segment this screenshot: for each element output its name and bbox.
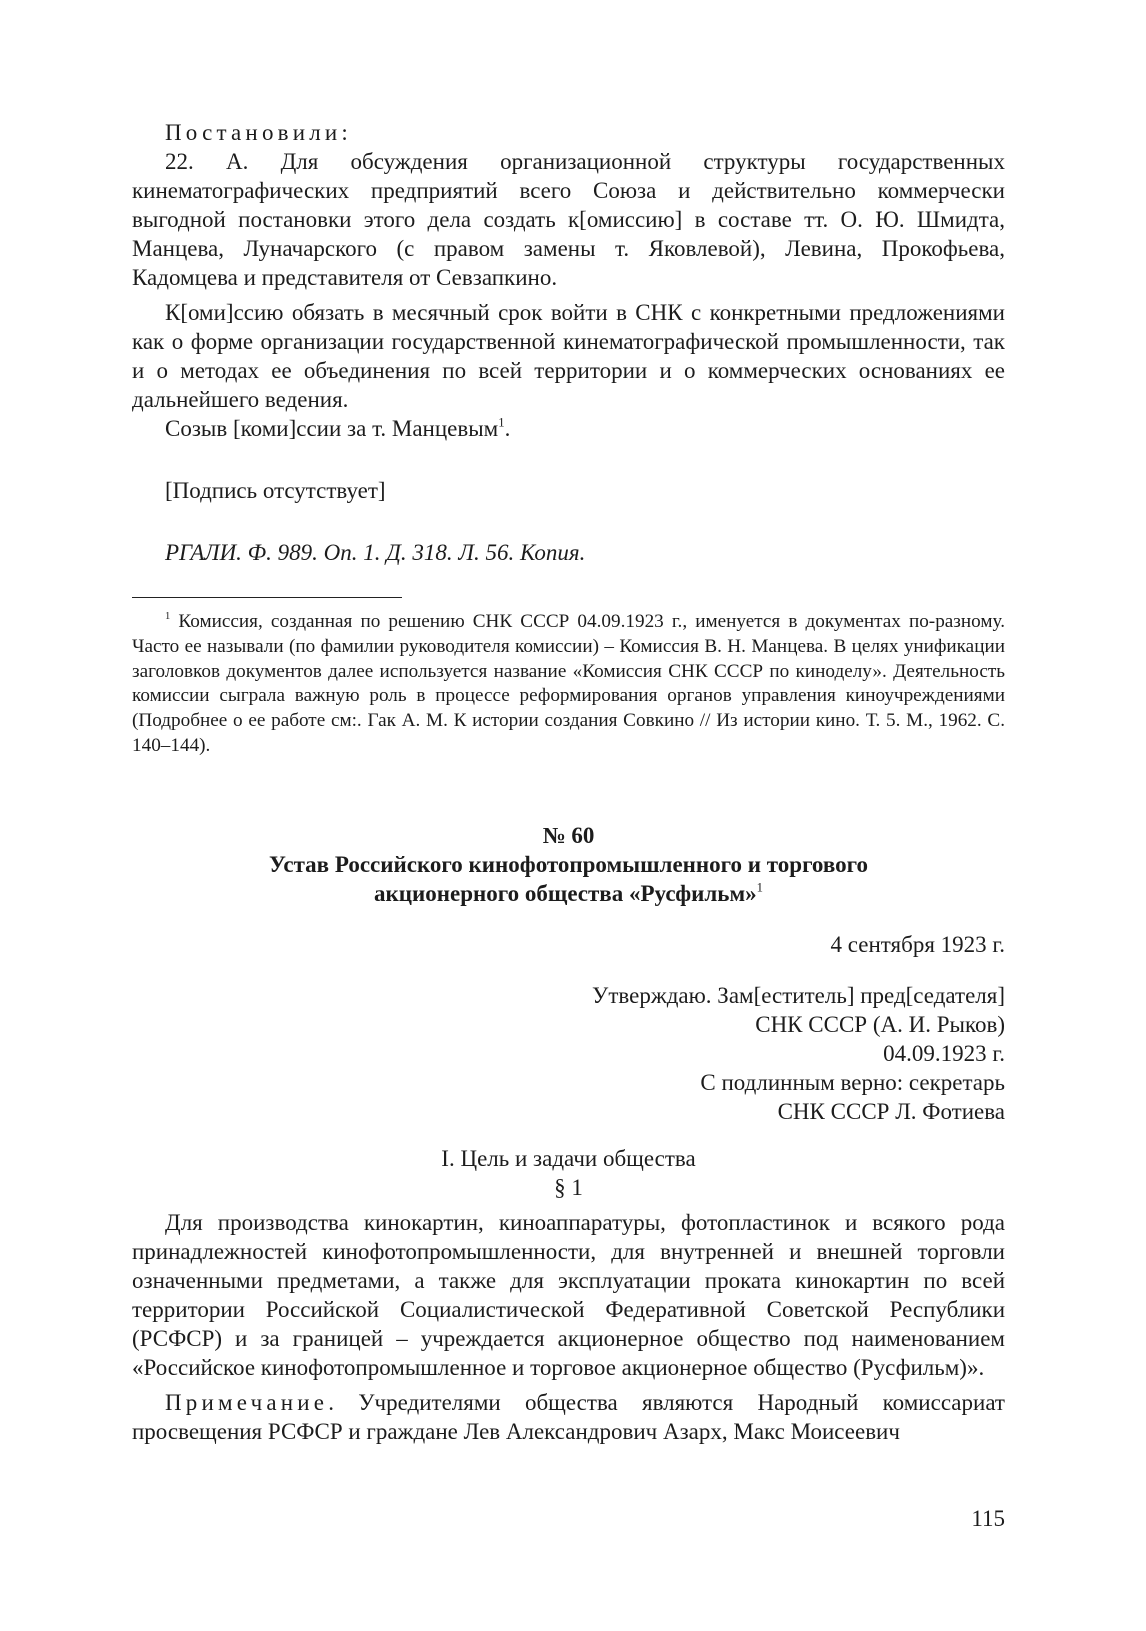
- archive-reference: РГАЛИ. Ф. 989. Оп. 1. Д. 318. Л. 56. Копия.: [165, 540, 586, 565]
- approval-line: СНК СССР (А. И. Рыков): [755, 1011, 1005, 1037]
- approval-line: Утверждаю. Зам[еститель] пред[седателя]: [592, 982, 1005, 1008]
- document-title-text: акционерного общества «Русфильм»: [374, 880, 757, 906]
- note-label: Примечание: [165, 1389, 329, 1415]
- footnote-ref: 1: [498, 415, 505, 430]
- resolution-item-22: 22. А. Для обсуждения организационной структуры государственных кинематографических предприятий всего Союза и действительно коммерчески выгодной постановки этого дела создать к[омиссию] в составе тт. О. Ю. Шмидта, Манцева, Луначарского (с правом замены т. Яковлевой), Левина, Прокофьева, Кадомцева и представителя от Севзапкино.: [132, 149, 1005, 290]
- resolution-obligation: К[оми]ссию обязать в месячный срок войти в СНК с конкретными предложениями как о форме организации государственной кинематографической промышленности, так и о методах ее объединения по всей территории и о коммерческих основаниях ее дальнейшего ведения.: [132, 300, 1005, 412]
- document-title-line2: [132, 879, 1005, 908]
- note-text: . Учредителями общества являются Народный комиссариат просвещения РСФСР и граждане Лев Александрович Азарх, Макс Моисеевич: [132, 1389, 1005, 1444]
- page-content: [132, 118, 1005, 1446]
- document-title-line1: Устав Российского кинофотопромышленного и торгового: [269, 851, 868, 877]
- signature-note: [Подпись отсутствует]: [165, 478, 386, 503]
- approval-line: СНК СССР Л. Фотиева: [777, 1098, 1005, 1124]
- convocation-text: Созыв [коми]ссии за т. Манцевым: [165, 416, 499, 441]
- section-title: I. Цель и задачи общества: [441, 1145, 696, 1171]
- paragraph-1: Для производства кинокартин, киноаппаратуры, фотопластинок и всякого рода принадлежностей кинофотопромышленности, для внутренней и внешней торговли означенными предметами, а также для эксплуатации проката кинокартин по всей территории Российской Социалистической Федеративной Советской Республики (РСФСР) и за границей – учреждается акционерное общество под наименованием «Российское кинофотопромышленное и торговое акционерное общество (Русфильм)».: [132, 1209, 1005, 1380]
- paragraph-mark: § 1: [554, 1174, 583, 1200]
- title-footnote-ref: 1: [756, 880, 763, 895]
- resolution-convocation: [132, 414, 1005, 443]
- footnote: [132, 610, 1005, 759]
- convocation-end: .: [504, 416, 511, 441]
- footnote-marker: 1: [165, 611, 171, 623]
- page-number: 115: [971, 1506, 1005, 1531]
- document-date: 4 сентября 1923 г.: [830, 931, 1005, 957]
- approval-line: С подлинным верно: секретарь: [700, 1069, 1005, 1095]
- approval-block: [132, 981, 1005, 1126]
- document-number: № 60: [542, 822, 595, 848]
- resolution-heading: Постановили:: [165, 120, 352, 145]
- footnote-divider: [132, 597, 402, 598]
- footnote-text: Комиссия, созданная по решению СНК СССР 04.09.1923 г., именуется в документах по-разному. Часто ее называли (по фамилии руководителя комиссии) – Комиссия В. Н. Манцева. В целях унификации заголовков документов далее используется название «Комиссия СНК СССР по киноделу». Деятельность комиссии сыграла важную роль в процессе реформирования органов управления киноучреждениями (Подробнее о ее работе см:. Гак А. М. К истории создания Совкино // Из истории кино. Т. 5. М., 1962. С. 140–144).: [132, 611, 1005, 756]
- note-paragraph: [132, 1388, 1005, 1446]
- approval-line: 04.09.1923 г.: [883, 1040, 1005, 1066]
